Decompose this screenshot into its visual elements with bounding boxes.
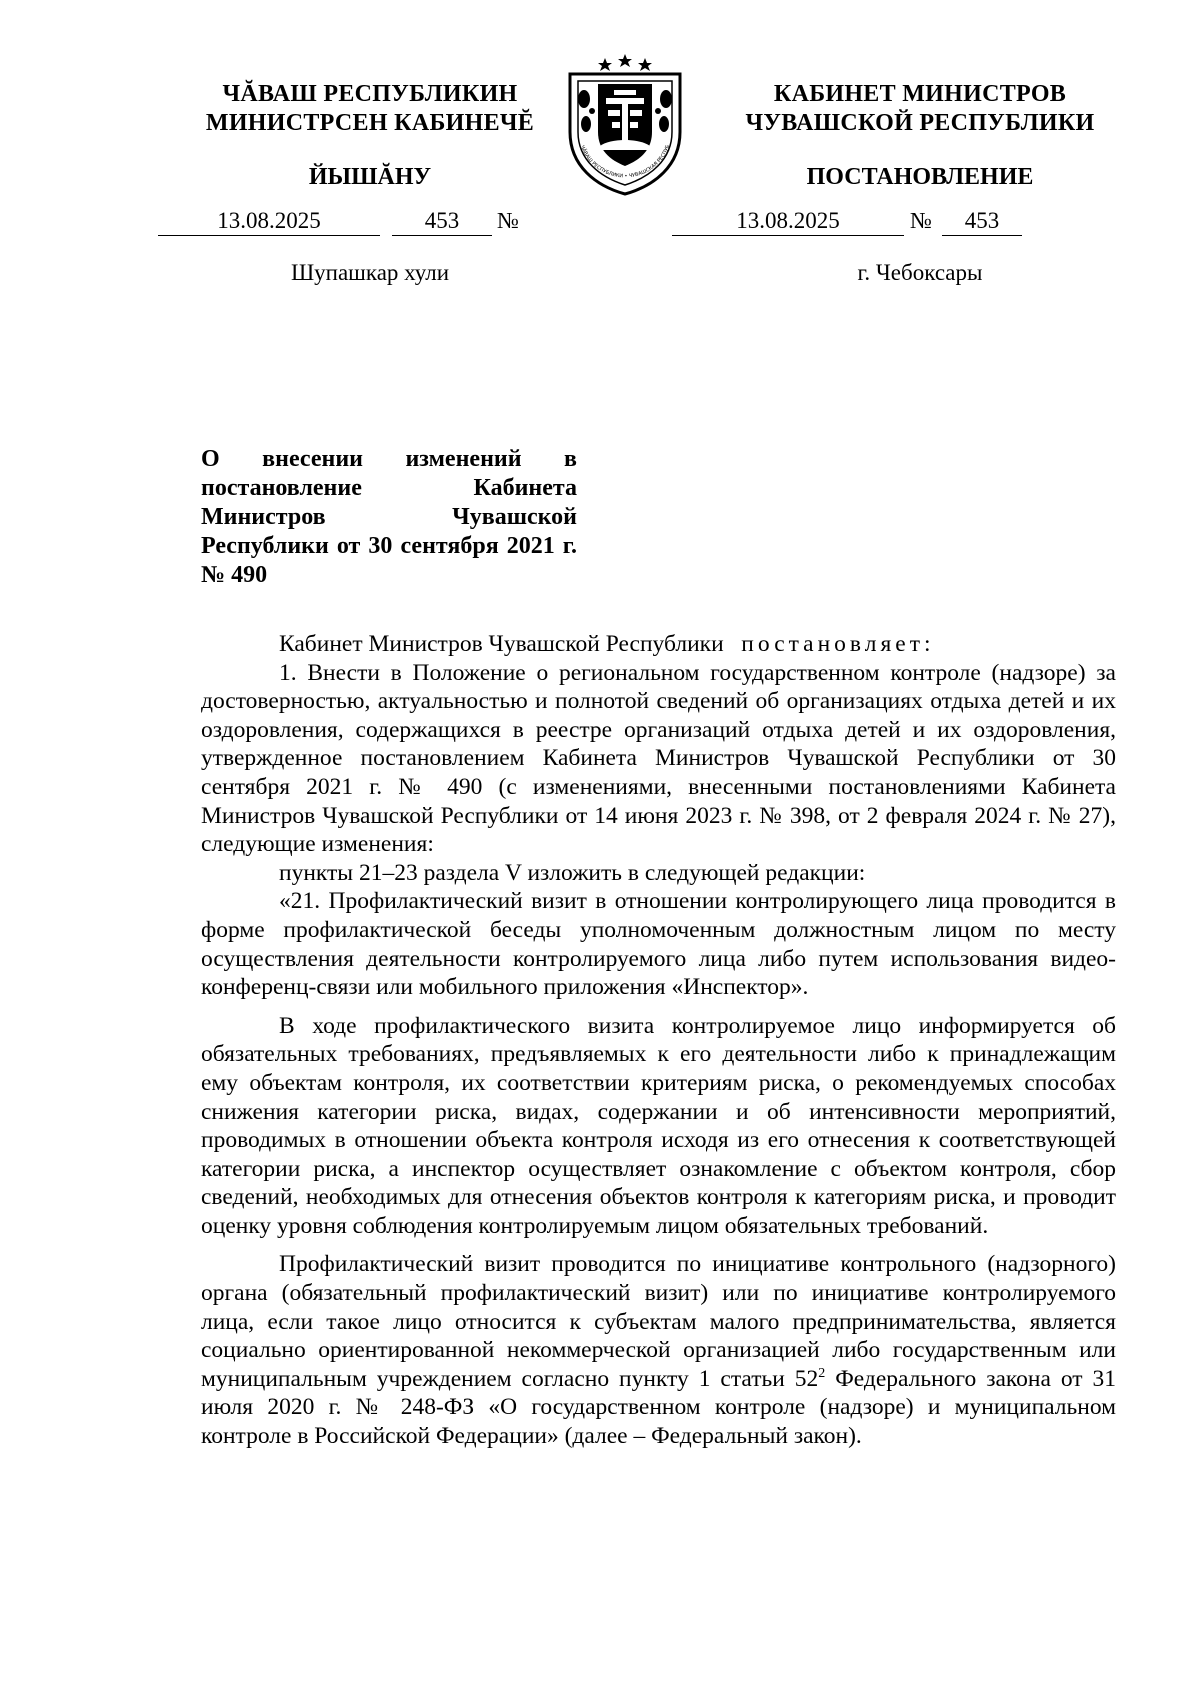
paragraph-5-part2: Федерального закона от 31 июля 2020 г. № 248-ФЗ «О государственном контроле (надзоре) и муниципальном контроле в Российской Федерации» (далее – Федеральный закон).	[201, 1365, 1116, 1450]
paragraph-5-superscript: 2	[818, 1366, 826, 1382]
left-date-field: 13.08.2025	[158, 208, 380, 236]
header-russian-authority	[720, 80, 1120, 138]
right-date-field: 13.08.2025	[672, 208, 904, 236]
paragraph-4: В ходе профилактического визита контролируемое лицо информируется об обязательных требованиях, предъявляемых к его деятельности либо к принадлежащим ему объектам контроля, их соответствии критериям риска, о рекомендуемых способах снижения категории риска, видах, содержании и об интенсивности мероприятий, проводимых в отношении объекта контроля исходя из его отнесения к соответствующей категории риска, а инспектор осуществляет ознакомление с объектом контроля, сбор сведений, необходимых для отнесения объектов контроля к категориям риска, и проводит оценку уровня соблюдения контролируемым лицом обязательных требований.	[201, 1012, 1116, 1239]
left-place: Шупашкар хули	[290, 260, 450, 285]
star-icon	[598, 54, 652, 71]
left-number-field: 453	[392, 208, 492, 236]
doc-type-chuvash: ЙЫШĂНУ	[308, 164, 432, 190]
header-russian-line1: КАБИНЕТ МИНИСТРОВ	[773, 81, 1067, 107]
header-chuvash-authority	[160, 80, 580, 138]
doc-type-russian: ПОСТАНОВЛЕНИЕ	[806, 164, 1034, 190]
paragraph-5	[201, 1250, 1116, 1450]
emblem-ring-text: ЧĂВАШ РЕСПУБЛИКИ • ЧУВАШСКАЯ РЕСПУБ	[578, 144, 672, 180]
preamble-verb: постановляет:	[741, 631, 935, 657]
right-number-field: 453	[942, 208, 1022, 236]
chuvash-coat-of-arms-icon	[562, 54, 688, 196]
right-place: г. Чебоксары	[857, 260, 983, 285]
header-chuvash-line2: МИНИСТРСЕН КАБИНЕЧĔ	[205, 110, 535, 136]
paragraph-1: 1. Внести в Положение о региональном государственном контроле (надзоре) за достоверностью, актуальностью и полнотой сведений об организациях отдыха детей и их оздоровления, содержащихся в реестре организаций отдыха детей и их оздоровления, утвержденное постановлением Кабинета Министров Чувашской Республики от 30 сентября 2021 г. № 490 (с изменениями, внесенными постановлениями Кабинета Министров Чувашской Республики от 14 июня 2023 г. № 398, от 2 февраля 2024 г. № 27), следующие изменения:	[201, 659, 1116, 858]
right-number-sign: №	[910, 208, 932, 233]
left-number-sign: №	[497, 208, 519, 233]
header-chuvash-line1: ЧĂВАШ РЕСПУБЛИКИН	[222, 81, 518, 107]
paragraph-3: «21. Профилактический визит в отношении контролирующего лица проводится в форме профилактической беседы уполномоченным должностным лицом по месту осуществления деятельности контролируемого лица либо путем использования видео-конференц-связи или мобильного приложения «Инспектор».	[201, 888, 1116, 1001]
document-title: О внесении изменений в постановление Кабинета Министров Чувашской Республики от 30 сентября 2021 г. № 490	[201, 446, 577, 588]
document-body	[201, 630, 1116, 1451]
paragraph-2: пункты 21–23 раздела V изложить в следующей редакции:	[279, 859, 866, 886]
preamble-lead: Кабинет Министров Чувашской Республики	[279, 631, 724, 657]
preamble	[201, 630, 1116, 659]
paragraph-5-part1: Профилактический визит проводится по инициативе контрольного (надзорного) органа (обязательный профилактический визит) или по инициативе контролируемого лица, если такое лицо относится к субъектам малого предпринимательства, является социально ориентированной некоммерческой организацией либо государственным или муниципальным учреждением согласно пункту 1 статьи 52	[201, 1251, 1116, 1392]
header-russian-line2: ЧУВАШСКОЙ РЕСПУБЛИКИ	[745, 110, 1095, 136]
